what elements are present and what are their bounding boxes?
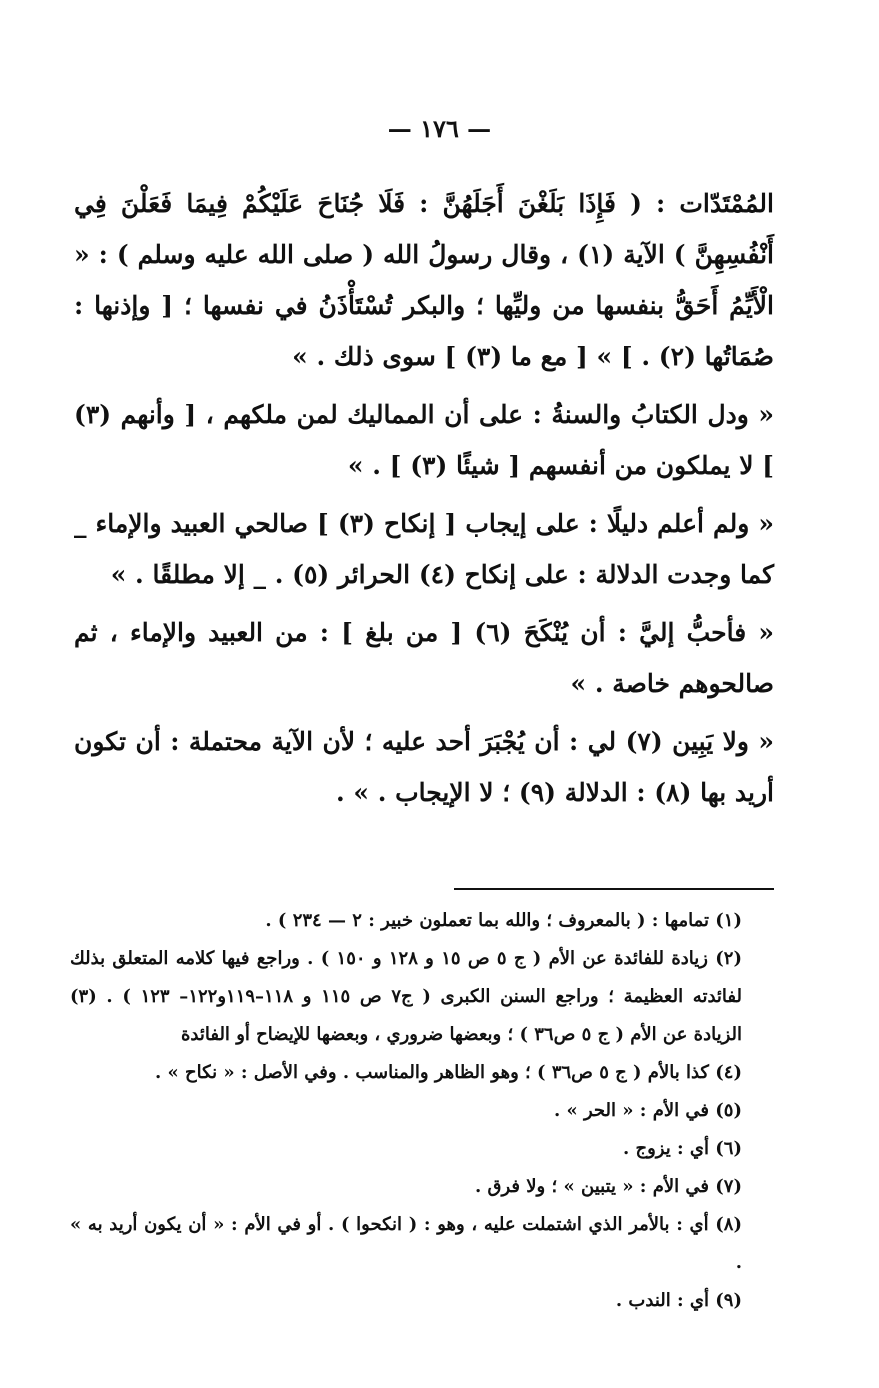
footnote-6: (٦) أي : يزوج . xyxy=(622,1138,742,1159)
footnotes xyxy=(70,902,780,1320)
footnote-5: (٥) في الأم : « الحر » . xyxy=(553,1100,742,1121)
paragraph-5: « ولا يَبِين (٧) لي : أن يُجْبَرَ أحد عليه ؛ لأن الآية محتملة : أن تكون أريد بها (٨) : الدلالة (٩) ؛ لا الإيجاب . » . xyxy=(74,727,774,807)
paragraph-2: « ودل الكتابُ والسنةُ : على أن المماليك لمن ملكهم ، [ وأنهم (٣) ] لا يملكون من أنفسهم [ شيئًا (٣) ] . » xyxy=(74,400,774,480)
footnote-1: (١) تمامها : ( بالمعروف ؛ والله بما تعملون خبير : ٢ — ٢٣٤ ) . xyxy=(265,910,742,931)
footnote-separator xyxy=(454,888,774,890)
footnote-4: (٤) كذا بالأم ( ج ٥ ص٣٦ ) ؛ وهو الظاهر والمناسب . وفي الأصل : « نكاح » . xyxy=(155,1062,742,1083)
paragraph-1: المُمْتَدّات : ( فَإِذَا بَلَغْنَ أَجَلَهُنَّ : فَلَا جُنَاحَ عَلَيْكُمْ فِيمَا فَعَلْنَ فِي أَنْفُسِهِنَّ ) الآية (١) ، وقال رسولُ الله ( صلى الله عليه وسلم ) : « الْأَيِّمُ أَحَقُّ بنفسها من وليِّها ؛ والبكر تُسْتَأْذَنُ في نفسها ؛ [ وإذنها : صُمَاتُها (٢) . ] » [ مع ما (٣) ] سوى ذلك . » xyxy=(74,189,774,371)
footnote-2: (٢) زيادة للفائدة عن الأم ( ج ٥ ص ١٥ و ١٢٨ و ١٥٠ ) . وراجع فيها كلامه المتعلق بذلك لفائدته العظيمة ؛ وراجع السنن الكبرى ( ج٧ ص ١١٥ و ١١٨–١١٩و١٢٢– ١٢٣ ) . (٣) الزيادة عن الأم ( ج ٥ ص٣٦ ) ؛ وبعضها ضروري ، وبعضها للإيضاح أو الفائدة xyxy=(70,948,742,1045)
footnote-8: (٨) أي : بالأمر الذي اشتملت عليه ، وهو : ( انكحوا ) . أو في الأم : « أن يكون أريد به » . xyxy=(70,1214,742,1273)
main-text xyxy=(74,178,774,818)
footnote-7: (٧) في الأم : « يتبين » ؛ ولا فرق . xyxy=(474,1176,742,1197)
page-number: — ١٧٦ — xyxy=(387,114,492,143)
paragraph-3: « ولم أعلم دليلًا : على إيجاب [ إنكاح (٣) ] صالحي العبيد والإماء _ كما وجدت الدلالة : على إنكاح (٤) الحرائر (٥) . _ إلا مطلقًا . » xyxy=(74,509,774,589)
paragraph-4: « فأحبُّ إليَّ : أن يُنْكَحَ (٦) [ من بلغ ] : من العبيد والإماء ، ثم صالحوهم خاصة . » xyxy=(74,618,774,698)
footnote-9: (٩) أي : الندب . xyxy=(615,1290,742,1311)
